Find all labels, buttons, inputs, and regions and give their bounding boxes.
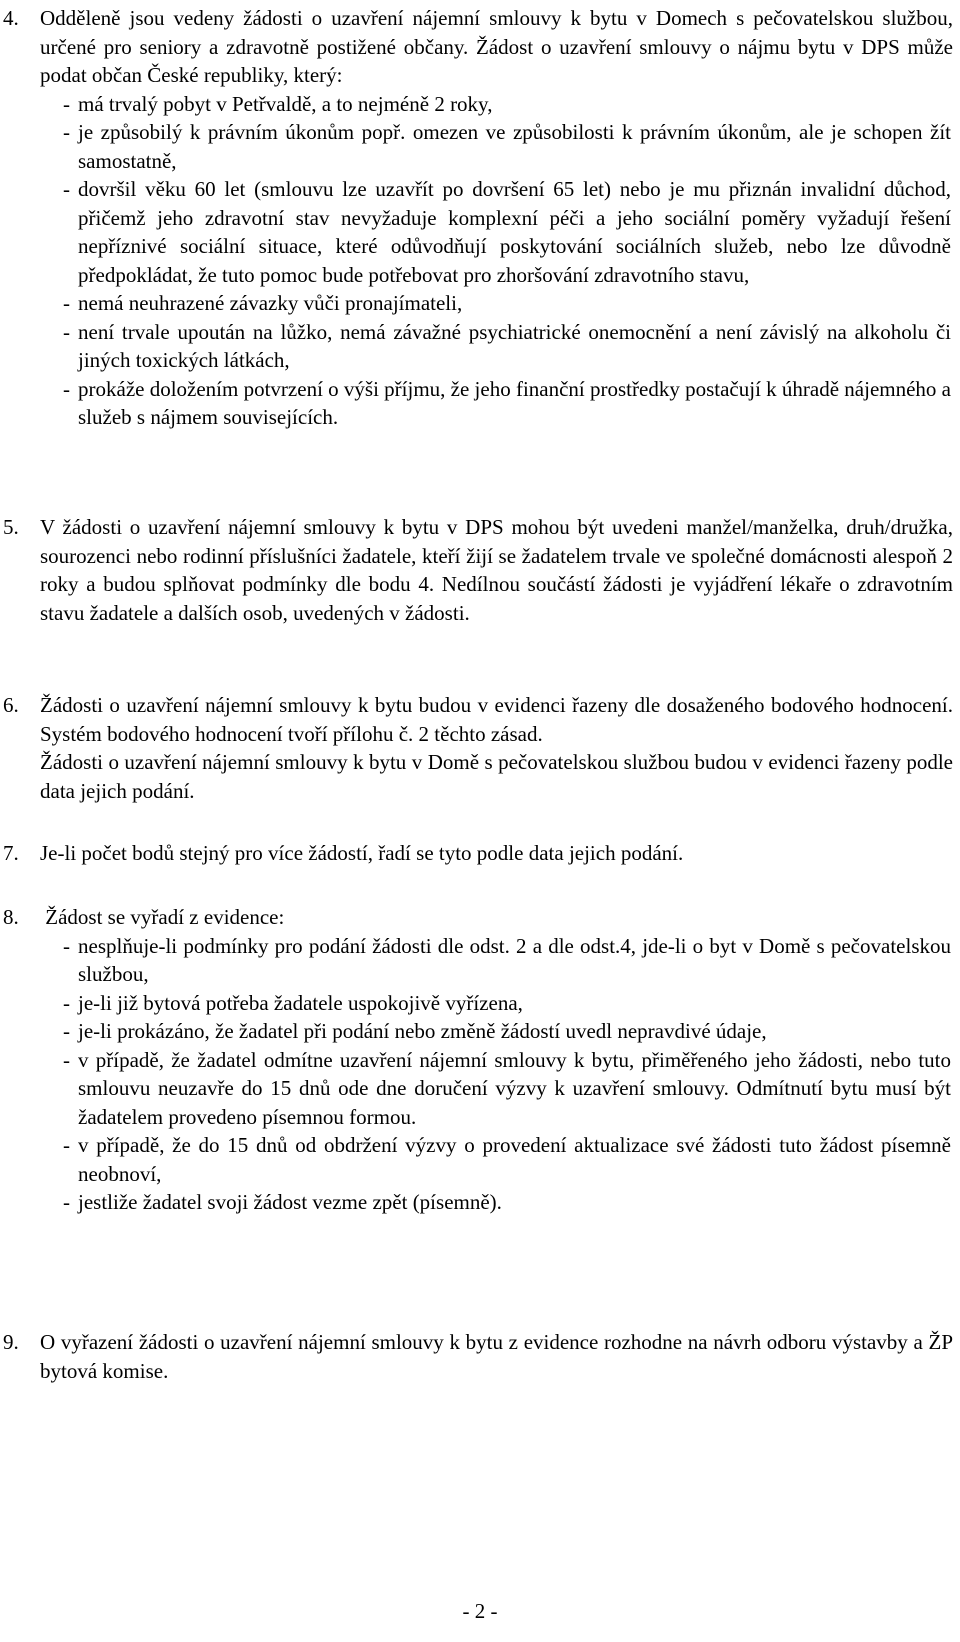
bullet-text: je-li již bytová potřeba žadatele uspokojivě vyřízena, [78, 990, 523, 1015]
bullet-item [0, 289, 951, 318]
bullet-item [0, 1017, 951, 1046]
bullet-item [0, 989, 951, 1018]
item-body [40, 1328, 953, 1385]
bullet-item [0, 175, 951, 289]
dash-bullet: - [63, 177, 70, 201]
dash-bullet: - [63, 1019, 70, 1043]
bullet-text: dovršil věku 60 let (smlouvu lze uzavřít po dovršení 65 let) nebo je mu přiznán invalidní důchod, přičemž jeho zdravotní stav nevyžaduje komplexní péči a jeho sociální poměry vyžadují řešení nepříznivé sociální situace, které odůvodňují poskytování sociálních služeb, nebo lze důvodně předpokládat, že tuto pomoc bude potřebovat pro zhoršování zdravotního stavu, [78, 177, 951, 287]
dash-bullet: - [63, 291, 70, 315]
item-paragraph: Žádost se vyřadí z evidence: [40, 905, 285, 929]
item-number: 7. [3, 841, 19, 865]
item-paragraph: O vyřazení žádosti o uzavření nájemní smlouvy k bytu z evidence rozhodne na návrh odboru výstavby a ŽP bytová komise. [40, 1330, 953, 1383]
item-number: 6. [3, 693, 19, 717]
list-item-7 [0, 839, 960, 868]
item-body [40, 691, 953, 805]
list-item-9 [0, 1328, 960, 1385]
list-item-6 [0, 691, 960, 805]
item-number: 8. [3, 905, 19, 929]
dash-bullet: - [63, 120, 70, 144]
item-body [40, 903, 953, 1217]
bullet-text: v případě, že žadatel odmítne uzavření nájemní smlouvy k bytu, přiměřeného jeho žádosti, nebo tuto smlouvu neuzavře do 15 dnů ode dne doručení výzvy k uzavření smlouvy. Odmítnutí bytu musí být žadatelem provedeno písemnou formou. [78, 1047, 951, 1129]
bullet-text: není trvale upoután na lůžko, nemá závažné psychiatrické onemocnění a není závislý na alkoholu či jiných toxických látkách, [78, 319, 951, 372]
item-paragraph: Žádosti o uzavření nájemní smlouvy k bytu budou v evidenci řazeny dle dosaženého bodového hodnocení. Systém bodového hodnocení tvoří přílohu č. 2 těchto zásad. [40, 693, 953, 746]
list-item-5 [0, 513, 960, 627]
bullet-item [0, 118, 951, 175]
item-number: 5. [3, 515, 19, 539]
item-paragraph: V žádosti o uzavření nájemní smlouvy k bytu v DPS mohou být uvedeni manžel/manželka, druh/družka, sourozenci nebo rodinní příslušníci žadatele, kteří žijí se žadatelem trvale ve společné domácnosti alespoň 2 roky a budou splňovat podmínky dle bodu 4. Nedílnou součástí žádosti je vyjádření lékaře o zdravotním stavu žadatele a dalších osob, uvedených v žádosti. [40, 515, 953, 625]
bullet-text: jestliže žadatel svoji žádost vezme zpět (písemně). [78, 1190, 502, 1214]
item-paragraph: Odděleně jsou vedeny žádosti o uzavření nájemní smlouvy k bytu v Domech s pečovatelskou službou, určené pro seniory a zdravotně postižené občany. Žádost o uzavření smlouvy o nájmu bytu v DPS může podat občan České republiky, který: [40, 6, 953, 87]
bullet-text: je způsobilý k právním úkonům popř. omezen ve způsobilosti k právním úkonům, ale je schopen žít samostatně, [78, 120, 951, 173]
dash-bullet: - [63, 1133, 70, 1157]
bullet-item [0, 932, 951, 989]
dash-bullet: - [63, 1047, 70, 1072]
bullet-text: je-li prokázáno, že žadatel při podání nebo změně žádostí uvedl nepravdivé údaje, [78, 1019, 767, 1043]
bullet-text: nesplňuje-li podmínky pro podání žádosti dle odst. 2 a dle odst.4, jde-li o byt v Domě s pečovatelskou službou, [78, 933, 951, 986]
bullet-item [0, 1046, 951, 1132]
item-body [40, 839, 953, 868]
dash-bullet: - [63, 1190, 70, 1214]
dash-bullet: - [63, 376, 70, 401]
bullet-item [0, 1131, 951, 1188]
item-number: 9. [3, 1330, 19, 1354]
bullet-list [40, 90, 953, 432]
bullet-item [0, 318, 951, 375]
bullet-item [0, 90, 951, 119]
item-body [40, 513, 953, 627]
bullet-list [40, 932, 953, 1217]
item-paragraph: Je-li počet bodů stejný pro více žádostí, řadí se tyto podle data jejich podání. [40, 841, 684, 865]
dash-bullet: - [63, 933, 70, 958]
dash-bullet: - [63, 990, 70, 1015]
item-number: 4. [3, 6, 19, 30]
bullet-item [0, 375, 951, 432]
list-item-4 [0, 4, 960, 432]
bullet-text: má trvalý pobyt v Petřvaldě, a to nejméně 2 roky, [78, 91, 493, 116]
bullet-text: prokáže doložením potvrzení o výši příjmu, že jeho finanční prostředky postačují k úhradě nájemného a služeb s nájmem souvisejících. [78, 376, 951, 429]
item-paragraph: Žádosti o uzavření nájemní smlouvy k bytu v Domě s pečovatelskou službou budou v evidenci řazeny podle data jejich podání. [40, 750, 953, 803]
bullet-item [0, 1188, 951, 1217]
list-item-8 [0, 903, 960, 1217]
bullet-text: v případě, že do 15 dnů od obdržení výzvy o provedení aktualizace své žádosti tuto žádost písemně neobnoví, [78, 1133, 951, 1186]
page-number: - 2 - [462, 1599, 498, 1623]
dash-bullet: - [63, 91, 70, 116]
bullet-text: nemá neuhrazené závazky vůči pronajímateli, [78, 291, 463, 315]
item-body [40, 4, 953, 432]
dash-bullet: - [63, 319, 70, 344]
